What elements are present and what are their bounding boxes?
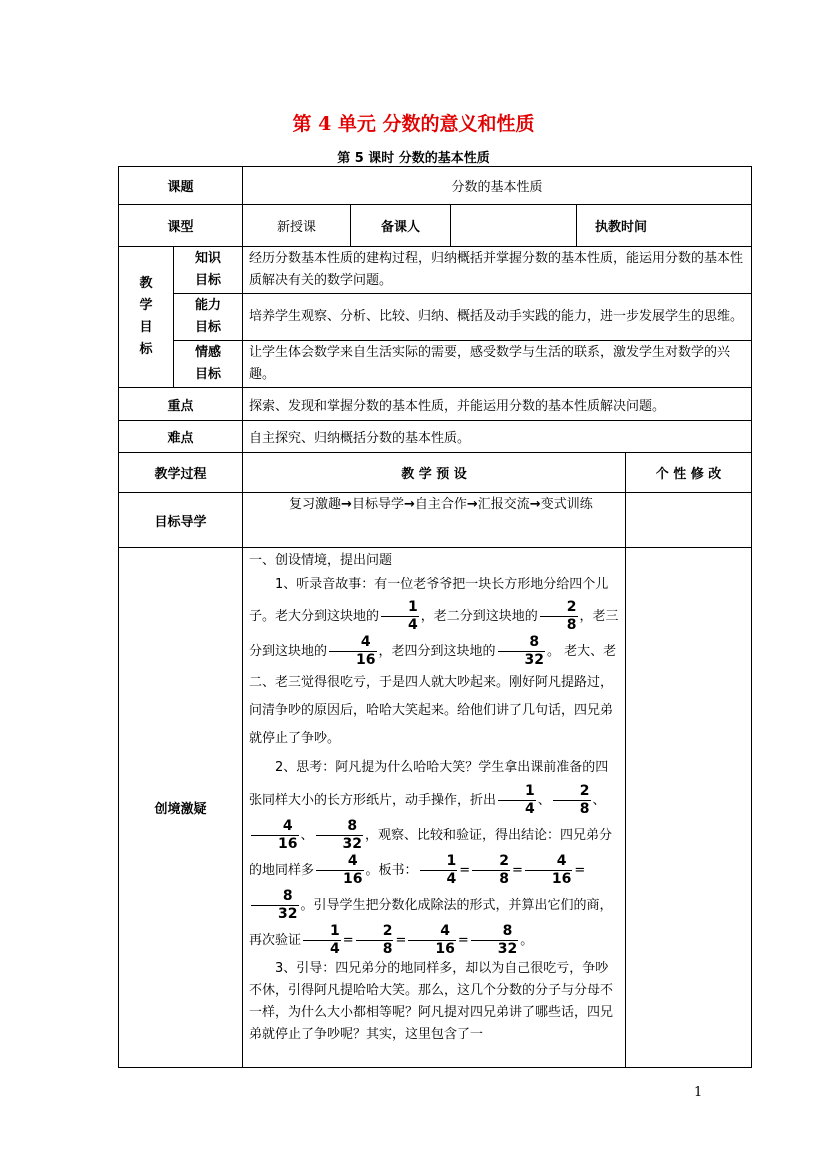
guide-row	[119, 493, 752, 548]
p1-text-a: 1、听录音故事：有一位老爷爷把一块长方形地分给四个儿子。老大分到这块地的	[249, 577, 609, 624]
goal-ability-label-1: 能力	[195, 298, 222, 313]
arrow-icon: →	[466, 497, 478, 512]
paragraph-3: 3、引导：四兄弟分的地同样多，却以为自己很吃亏，争吵不休，引得阿凡提哈哈大笑。那么，这几个分数的分子与分母不一样，为什么大小都相等呢？阿凡提对四兄弟讲了哪些话，四兄弟就停止了争吵呢？其实，这里包含了一	[249, 961, 614, 1042]
goals-char-1: 教	[139, 276, 153, 291]
fraction-1-4: $\frac{1}{4}$	[420, 853, 458, 888]
arrow-icon: →	[403, 497, 415, 512]
topic-label: 课题	[119, 167, 243, 205]
fraction-8-32: $\frac{8}{32}$	[316, 818, 363, 853]
p1-text-d: ，老四分到这块地的	[378, 644, 496, 659]
fraction-8-32: $\frac{8}{32}$	[498, 634, 545, 669]
fraction-4-16: $\frac{4}{16}$	[408, 923, 455, 958]
goal-emotion-label	[174, 341, 243, 388]
guide-step-3: 自主合作	[414, 497, 467, 512]
arrow-icon: →	[529, 497, 541, 512]
goal-ability-label	[174, 294, 243, 341]
guide-step-5: 变式训练	[540, 497, 593, 512]
fraction-4-16: $\frac{4}{16}$	[316, 853, 363, 888]
page-title: 第 4 单元 分数的意义和性质	[292, 113, 535, 135]
topic-value: 分数的基本性质	[243, 167, 752, 205]
key-label: 重点	[119, 388, 243, 421]
paragraph-1	[249, 571, 619, 753]
goal-emotion-text: 让学生体会数学来自生活实际的需要，感受数学与生活的联系，激发学生对数学的兴趣。	[243, 341, 752, 388]
preparer-value	[451, 205, 577, 247]
lesson-plan-table	[118, 166, 752, 1068]
topic-row	[119, 167, 752, 205]
guide-step-1: 复习激趣	[289, 497, 342, 512]
key-row	[119, 388, 752, 421]
type-label: 课型	[119, 205, 243, 247]
goal-knowledge-text: 经历分数基本性质的建构过程，归纳概括并掌握分数的基本性质，能运用分数的基本性质解决有关的数学问题。	[243, 247, 752, 294]
fraction-1-4: $\frac{1}{4}$	[498, 783, 536, 818]
context-notes	[626, 548, 752, 1068]
goals-char-2: 学	[139, 298, 153, 313]
fraction-2-8: $\frac{2}{8}$	[356, 923, 394, 958]
fraction-2-8: $\frac{2}{8}$	[540, 599, 578, 634]
fraction-1-4: $\frac{1}{4}$	[303, 923, 341, 958]
goals-label	[119, 247, 174, 388]
guide-notes	[626, 493, 752, 548]
preset-label: 教 学 预 设	[243, 453, 626, 493]
guide-step-2: 目标导学	[351, 497, 404, 512]
fraction-4-16: $\frac{4}{16}$	[251, 818, 298, 853]
time-label: 执教时间	[577, 205, 752, 247]
fraction-2-8: $\frac{2}{8}$	[553, 783, 591, 818]
paragraph-2: 2、思考：阿凡提为什么哈哈大笑？学生拿出课前准备的四张同样大小的长方形纸片，动手操作，折出 $\frac{1}{4}$ 、 $\frac{2}{8}$ 、 $\frac{4}{16}$ 、 $\frac{8}{32}$ ，观察、比较和验证，得出结论：四兄弟分的地同样多 $\frac{4}{16}$ 。板书： $\frac{1}{4}$ = $\frac{2}{8}$ = $\frac{4}{16}$ = $\frac{8}{32}$ 。引导学生把分数化成除法的形式，并算出它们的商，再次验证 $\frac{1}{4}$ = $\frac{2}{8}$ = $\frac{4}{16}$ = $\frac{8}{32}$ 。	[249, 760, 613, 957]
fraction-4-16: $\frac{4}{16}$	[525, 853, 572, 888]
goal-knowledge-label-2: 目标	[195, 273, 222, 288]
goals-char-3: 目	[139, 320, 153, 335]
goal-ability-text: 培养学生观察、分析、比较、归纳、概括及动手实践的能力，进一步发展学生的思维。	[243, 294, 752, 341]
goal-knowledge-label-1: 知识	[195, 251, 222, 266]
page-number: 1	[694, 1085, 703, 1100]
preparer-label: 备课人	[351, 205, 451, 247]
arrow-icon: →	[341, 497, 352, 512]
fraction-2-8: $\frac{2}{8}$	[472, 853, 510, 888]
difficulty-label: 难点	[119, 421, 243, 453]
heading-1: 一、创设情境，提出问题	[249, 553, 393, 568]
goal-ability-row	[119, 294, 752, 341]
guide-steps	[243, 493, 626, 548]
guide-step-4: 汇报交流	[477, 497, 530, 512]
p1-text-b: ，老二分到这块地的	[420, 609, 538, 624]
p2-text-a: 2、思考：阿凡提为什么哈哈大笑？学生拿出课前准备的四张同样大小的长方形纸片，动手操作，折出	[249, 760, 609, 808]
goal-ability-label-2: 目标	[195, 320, 222, 335]
p2-text-b: ，观察、比较和验证，得出结论：四兄弟分的地同样多	[249, 828, 613, 878]
goal-knowledge-label	[174, 247, 243, 294]
goal-emotion-label-2: 目标	[195, 367, 222, 382]
context-content	[243, 548, 626, 1068]
type-value: 新授课	[243, 205, 351, 247]
fraction-8-32: $\frac{8}{32}$	[251, 888, 298, 923]
type-row	[119, 205, 752, 247]
lesson-subtitle: 第 5 课时 分数的基本性质	[337, 151, 490, 166]
process-header-row	[119, 453, 752, 493]
p1-text-e: 。 老大、老二、老三觉得很吃亏，于是四人就大吵起来。刚好阿凡提路过，问清争吵的原因后，哈哈大笑起来。给他们讲了几句话，四兄弟就停止了争吵。	[249, 644, 617, 746]
goal-knowledge-row	[119, 247, 752, 294]
p2-text-c: 。板书：	[365, 863, 418, 878]
p2-text-e: 。	[520, 933, 534, 948]
fraction-8-32: $\frac{8}{32}$	[471, 923, 518, 958]
context-row	[119, 548, 752, 1068]
p2-text-d: 。引导学生把分数化成除法的形式，并算出它们的商，再次验证	[249, 898, 613, 948]
fraction-4-16: $\frac{4}{16}$	[329, 634, 376, 669]
process-label: 教学过程	[119, 453, 243, 493]
guide-label: 目标导学	[119, 493, 243, 548]
p1-text-c: ，老三分到这块地的	[249, 609, 619, 659]
goal-emotion-row	[119, 341, 752, 388]
difficulty-text: 自主探究、归纳概括分数的基本性质。	[243, 421, 752, 453]
difficulty-row	[119, 421, 752, 453]
goal-emotion-label-1: 情感	[195, 345, 222, 360]
context-label: 创境激疑	[119, 548, 243, 1068]
personal-label: 个 性 修 改	[626, 453, 752, 493]
fraction-1-4: $\frac{1}{4}$	[381, 599, 419, 634]
key-text: 探索、发现和掌握分数的基本性质，并能运用分数的基本性质解决问题。	[243, 388, 752, 421]
goals-char-4: 标	[139, 342, 153, 357]
